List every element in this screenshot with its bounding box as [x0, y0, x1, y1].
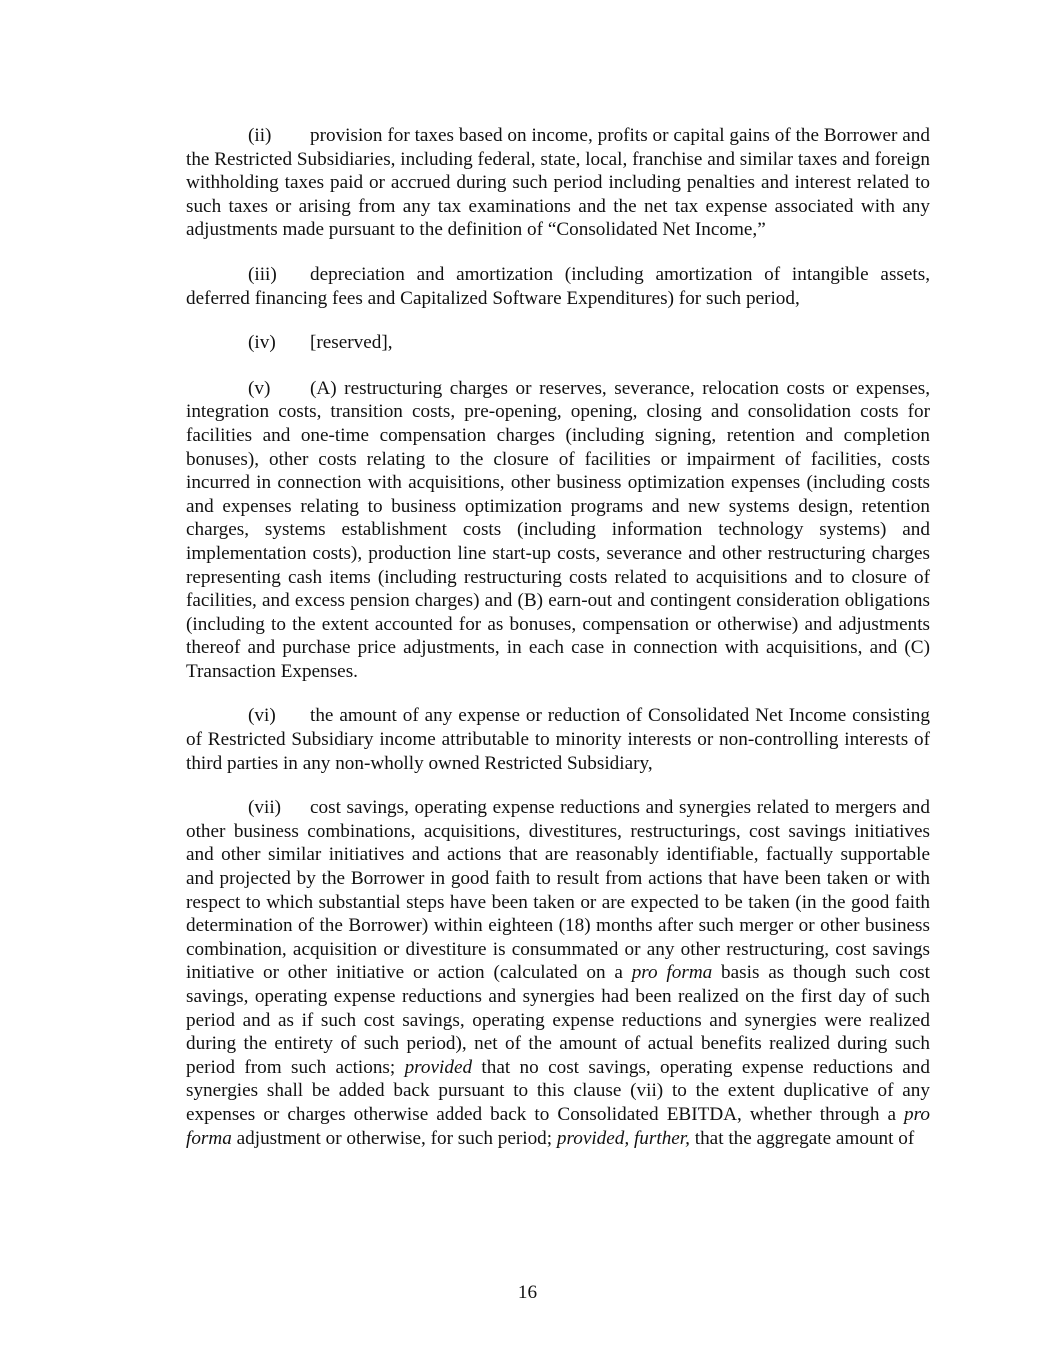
clause-text: basis as though such cost savings, operating expense reductions and synergies had been realized on the first day of such period and as if such cost savings, operating expense reductions and synergies were realized during the entirety of such period), net of the amount of actual benefits realized during such period from such actions; — [186, 962, 930, 1078]
clause-text: [reserved], — [310, 332, 393, 354]
clause-number: (v) — [248, 377, 271, 399]
clause-text: cost savings, operating expense reductions and synergies related to mergers and other business combinations, acquisitions, divestitures, restructurings, cost savings initiatives and other similar initiatives and actions that are reasonably identifiable, factually supportable and projected by the Borrower in good faith to result from actions that have been taken or with respect to which substantial steps have been taken or are expected to be taken (in the good faith determination of the Borrower) within eighteen (18) months after such merger or other business combination, acquisition or divestiture is consummated or any other restructuring, cost savings initiative or other initiative or action (calculated on a — [186, 797, 930, 984]
clause-text: provision for taxes based on income, profits or capital gains of the Borrower and the Restricted Subsidiaries, including federal, state, local, franchise and similar taxes and foreign withholding taxes paid or accrued during such period including penalties and interest related to such taxes or arising from any tax examinations and the net tax expense associated with any adjustments made pursuant to the definition of “Consolidated Net Income,” — [186, 125, 930, 241]
clause-vi — [186, 704, 930, 775]
document-page — [186, 124, 930, 1150]
clause-number: (iii) — [248, 263, 277, 285]
clause-iii — [186, 263, 930, 310]
italic-term: pro forma — [186, 1103, 930, 1149]
clause-v — [186, 377, 930, 684]
clause-text: adjustment or otherwise, for such period; — [231, 1127, 557, 1149]
clause-number: (ii) — [248, 125, 272, 146]
clause-text: (A) restructuring charges or reserves, severance, relocation costs or expenses, integration costs, transition costs, pre-opening, opening, closing and consolidation costs for facilities and one-time compensation charges (including signing, retention and completion bonuses), other costs relating to the closure of facilities or impairment of facilities, costs incurred in connection with acquisitions, other business optimization expenses (including costs and expenses relating to business optimization programs and new systems design, retention charges, systems establishment costs (including information technology systems) and implementation costs), production line start-up costs, severance and other restructuring charges representing cash items (including restructuring costs related to acquisitions and to closure of facilities, and excess pension charges) and (B) earn-out and contingent consideration obligations (including to the extent accounted for as bonuses, compensation or otherwise) and adjustments thereof and purchase price adjustments, in each case in connection with acquisitions, and (C) Transaction Expenses. — [186, 377, 930, 682]
clause-number: (iv) — [248, 332, 276, 354]
clause-vii — [186, 796, 930, 1150]
clause-iv — [186, 331, 930, 355]
italic-term: provided, further, — [556, 1127, 690, 1149]
clause-number: (vii) — [248, 797, 282, 819]
clause-text: depreciation and amortization (including amortization of intangible assets, deferred financing fees and Capitalized Software Expenditures) for such period, — [186, 263, 930, 309]
page-number: 16 — [517, 1282, 538, 1303]
italic-term: provided — [404, 1056, 473, 1078]
clause-text: that no cost savings, operating expense reductions and synergies shall be added back pursuant to this clause (vii) to the extent duplicative of any expenses or charges otherwise added back to Consolidated EBITDA, whether through a — [186, 1056, 930, 1125]
clause-text: the amount of any expense or reduction of Consolidated Net Income consisting of Restricted Subsidiary income attributable to minority interests or non-controlling interests of third parties in any non-wholly owned Restricted Subsidiary, — [186, 705, 930, 774]
italic-term: pro forma — [631, 962, 713, 984]
clause-ii — [186, 124, 930, 242]
clause-number: (vi) — [248, 705, 276, 727]
clause-text: that the aggregate amount of — [689, 1127, 915, 1149]
